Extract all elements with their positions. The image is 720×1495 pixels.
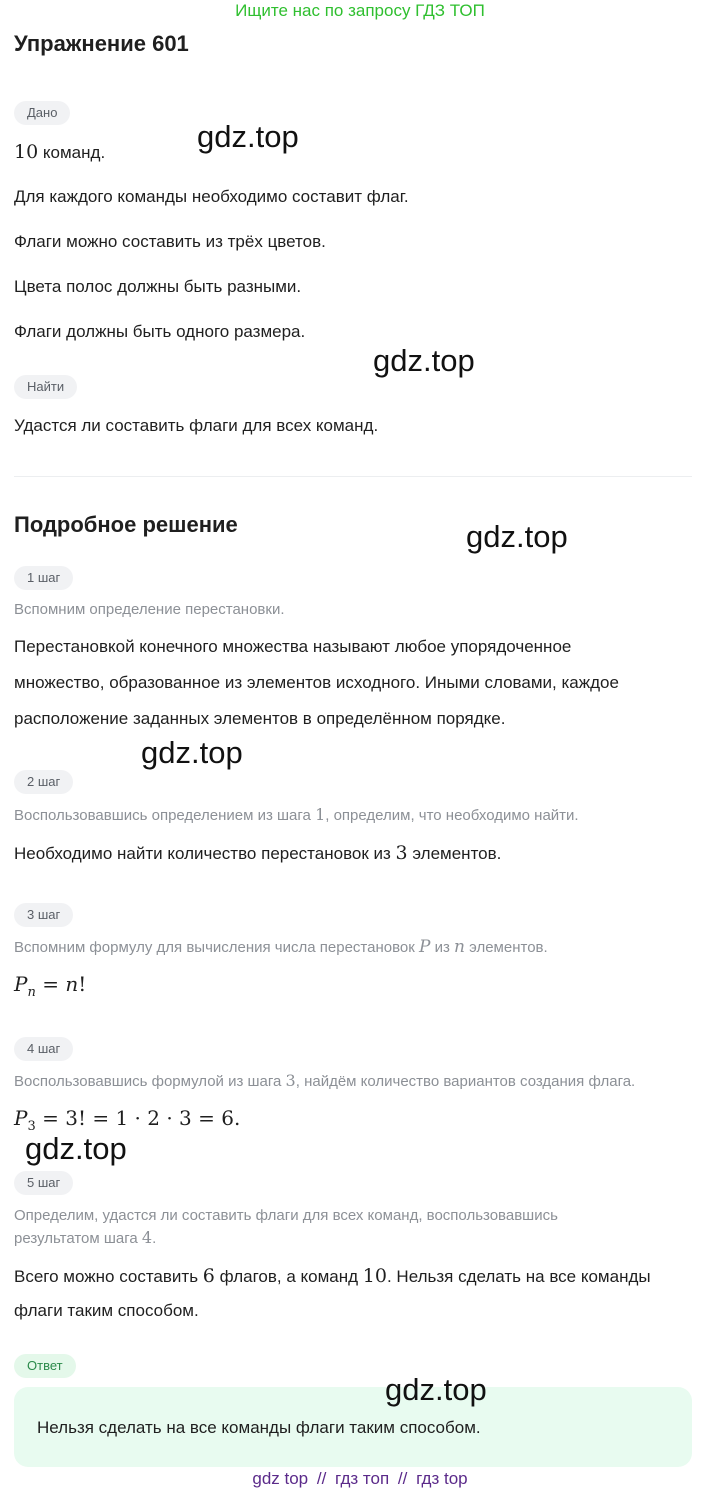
step-4-lead — [14, 1071, 704, 1090]
step-5-body-text-mid: флагов, а команд — [214, 1267, 363, 1286]
step-3-formula — [14, 972, 86, 1000]
given-line-3: Флаги можно составить из трёх цветов. — [14, 232, 326, 251]
given-line-1-text: команд. — [38, 143, 106, 162]
step-2-body-text-a: Необходимо найти количество перестановок из — [14, 844, 396, 863]
step-3-formula-eq: = — [35, 972, 66, 996]
watermark: gdz.top — [385, 1372, 487, 1407]
step-2-lead-text-a: Воспользовавшись определением из шага — [14, 807, 316, 824]
step-4-formula-rest: = 3! = 1 · 2 · 3 = 6. — [35, 1106, 241, 1130]
step-2-badge: 2 шаг — [14, 770, 73, 794]
footer-separator: // — [316, 1469, 327, 1488]
footer-link-gdz-top-mixed[interactable]: гдз top — [416, 1469, 468, 1488]
watermark: gdz.top — [197, 119, 299, 154]
solution-title: Подробное решение — [14, 512, 238, 537]
section-divider — [14, 476, 692, 477]
step-5-body-line-1 — [14, 1265, 704, 1287]
watermark: gdz.top — [466, 519, 568, 554]
step-1-body-line-3: расположение заданных элементов в определённом порядке. — [14, 709, 506, 728]
step-5-lead-line-2-text-a: результатом шага — [14, 1230, 142, 1247]
step-3-lead-text-b: элементов. — [464, 939, 548, 956]
answer-badge: Ответ — [14, 1354, 76, 1378]
step-3-lead-n: n — [454, 937, 465, 957]
step-5-body-number-2: 10 — [362, 1265, 387, 1287]
given-line-4: Цвета полос должны быть разными. — [14, 277, 302, 296]
step-4-formula-sub: 3 — [27, 1119, 36, 1134]
find-badge: Найти — [14, 375, 77, 399]
step-4-lead-number: 3 — [285, 1071, 296, 1090]
given-line-1 — [14, 141, 704, 163]
answer-text: Нельзя сделать на все команды флаги таким способом. — [37, 1418, 481, 1437]
step-4-badge: 4 шаг — [14, 1037, 73, 1061]
footer-link-gdz-top-ru[interactable]: гдз топ — [335, 1469, 390, 1488]
step-1-body-line-1: Перестановкой конечного множества называют любое упорядоченное — [14, 637, 572, 656]
step-3-formula-p: P — [14, 972, 28, 996]
step-3-lead-mid: из — [430, 939, 455, 956]
footer-link-gdz-top[interactable]: gdz top — [252, 1469, 309, 1488]
step-2-lead-number: 1 — [315, 805, 326, 824]
step-5-lead-line-2 — [14, 1228, 704, 1247]
step-3-formula-n: n — [65, 972, 79, 996]
step-2-lead-text-b: , определим, что необходимо найти. — [325, 807, 579, 824]
step-2-lead — [14, 805, 704, 824]
step-2-body — [14, 842, 704, 864]
step-5-body-number-1: 6 — [202, 1265, 215, 1287]
step-1-badge: 1 шаг — [14, 566, 73, 590]
watermark: gdz.top — [141, 735, 243, 770]
given-line-5: Флаги должны быть одного размера. — [14, 322, 306, 341]
step-3-formula-end: ! — [78, 972, 87, 996]
step-5-lead-line-1: Определим, удастся ли составить флаги для всех команд, воспользовавшись — [14, 1207, 558, 1224]
step-3-lead-p: P — [418, 937, 431, 957]
given-line-1-number: 10 — [14, 141, 39, 163]
step-2-body-number: 3 — [395, 842, 408, 864]
step-4-formula — [14, 1106, 240, 1134]
step-5-lead-number: 4 — [141, 1228, 153, 1247]
step-5-body-text-b: . Нельзя сделать на все команды — [386, 1267, 651, 1286]
search-banner[interactable]: Ищите нас по запросу ГДЗ ТОП — [235, 1, 485, 20]
step-5-badge: 5 шаг — [14, 1171, 73, 1195]
step-3-formula-sub: n — [27, 985, 36, 1000]
watermark: gdz.top — [25, 1131, 127, 1166]
step-1-body-line-2: множество, образованное из элементов исходного. Иными словами, каждое — [14, 673, 619, 692]
step-3-lead — [14, 937, 704, 957]
watermark: gdz.top — [373, 343, 475, 378]
step-2-body-text-b: элементов. — [407, 844, 502, 863]
footer-links — [0, 1469, 720, 1489]
given-badge: Дано — [14, 101, 70, 125]
step-5-lead-line-2-text-b: . — [152, 1230, 157, 1247]
footer-separator: // — [397, 1469, 408, 1488]
find-text: Удастся ли составить флаги для всех команд. — [14, 416, 379, 435]
step-1-lead: Вспомним определение перестановки. — [14, 601, 285, 618]
step-3-badge: 3 шаг — [14, 903, 73, 927]
step-4-lead-text-b: , найдём количество вариантов создания флага. — [295, 1073, 636, 1090]
step-4-lead-text-a: Воспользовавшись формулой из шага — [14, 1073, 286, 1090]
step-3-lead-text-a: Вспомним формулу для вычисления числа перестановок — [14, 939, 419, 956]
step-5-body-text-a: Всего можно составить — [14, 1267, 203, 1286]
exercise-title: Упражнение 601 — [14, 31, 189, 56]
step-4-formula-p: P — [14, 1106, 28, 1130]
given-line-2: Для каждого команды необходимо составит флаг. — [14, 187, 409, 206]
step-5-body-line-2: флаги таким способом. — [14, 1301, 199, 1320]
